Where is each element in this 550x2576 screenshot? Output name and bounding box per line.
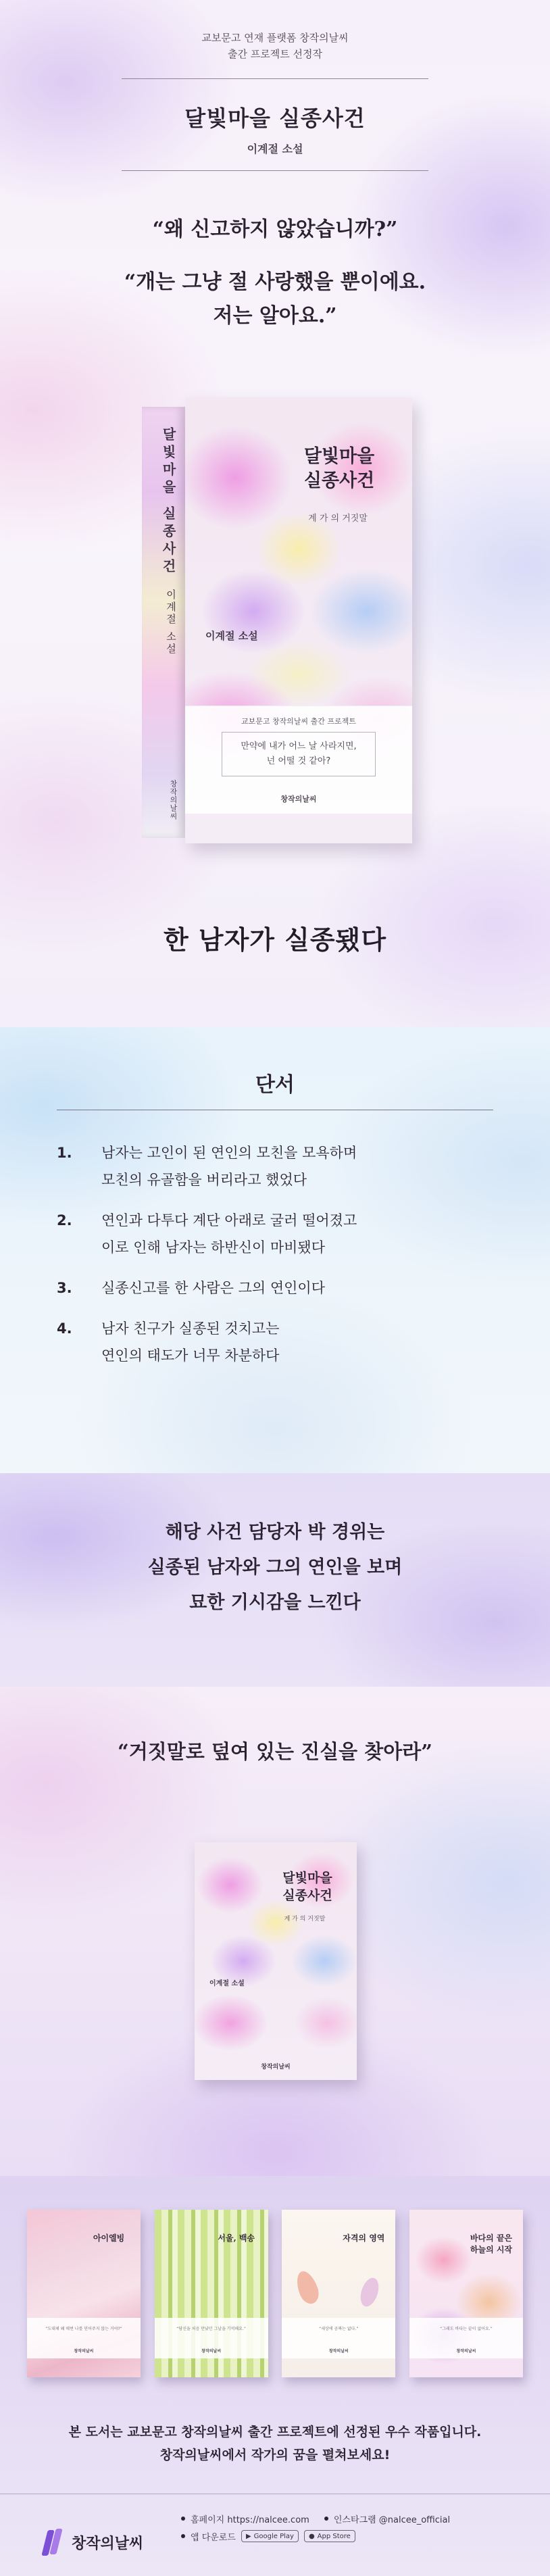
hero-headline: 한 남자가 실종됐다 [163,925,387,955]
leaf-illustration [357,2275,382,2308]
series-book-publisher: 창작의날씨 [328,2349,349,2354]
series-book-band [409,2318,523,2358]
detective-line1: 해당 사건 담당자 박 경위는 [165,1522,385,1543]
series-book-band [27,2318,141,2358]
bullet-icon [181,2534,185,2538]
clue-text [101,1274,503,1302]
app-download-text: 앱 다운로드 [191,2532,236,2543]
band-kicker: 교보문고 창작의날씨 출간 프로젝트 [241,717,356,726]
series-book-publisher: 창작의날씨 [74,2349,94,2354]
footer-row-apps [181,2527,530,2545]
hero-kicker [0,30,550,62]
clue-item [57,1207,503,1261]
small-book-title-line2: 실종사건 [282,1888,332,1903]
small-book-publisher: 창작의날씨 [261,2064,291,2071]
app-store-label: App Store [317,2532,351,2540]
series-book-band-text: “세상에 공짜는 없다.” [319,2327,359,2331]
book-3d-image [142,397,412,843]
clue-text [101,1315,503,1369]
cover-subtitle: 계 가 의 거짓말 [308,514,368,524]
clues-list [57,1139,503,1383]
hero-kicker-line2: 출간 프로젝트 선정작 [228,48,322,60]
clue-line: 남자 친구가 실종된 것치고는 [101,1320,280,1337]
hero-author: 이계절 소설 [247,143,303,155]
cover-title-line1: 달빛마을 [303,446,375,467]
clue-line: 연인과 다투다 계단 아래로 굴러 떨어졌고 [101,1212,357,1229]
spine-author: 이계절 소설 [165,589,177,655]
clue-line: 모친의 유골함을 버리라고 했었다 [101,1172,307,1188]
series-section [0,2176,550,2576]
homepage-text: 홈페이지 https://nalcee.com [191,2515,309,2525]
clues-section [0,1027,550,1473]
logo-mark-icon [43,2529,65,2556]
small-book-author: 이계절 소설 [209,1980,245,1987]
instagram-text: 인스타그램 @nalcee_official [333,2515,451,2525]
clue-number: 2. [57,1212,72,1229]
clue-item [57,1274,503,1302]
series-book-title: 자격의 영역 [343,2233,385,2243]
series-book-list [27,2210,523,2377]
clue-item [57,1139,503,1193]
series-book-band-text: “그래도 바다는 끝이 없어요.” [440,2327,493,2331]
bullet-icon [181,2517,185,2521]
hero-section [0,0,550,1027]
series-book-band [155,2318,268,2358]
bullet-icon [324,2517,328,2521]
series-book[interactable] [409,2210,523,2377]
clue-line: 실종신고를 한 사람은 그의 연인이다 [101,1280,325,1296]
series-book[interactable] [282,2210,395,2377]
leaf-illustration [293,2269,322,2307]
band-line1: 만약에 내가 어느 날 사라지면, [241,741,357,751]
series-note-line1: 본 도서는 교보문고 창작의날씨 출간 프로젝트에 선정된 우수 작품입니다. [68,2425,482,2439]
series-book-band-text: “도대체 왜 매번 나를 믿어주지 않는 거야?” [45,2327,122,2331]
homepage-link[interactable] [181,2512,309,2525]
detective-section [0,1473,550,1687]
publisher-logo[interactable] [43,2529,143,2556]
series-note-line2: 창작의날씨에서 작가의 꿈을 펼쳐보세요! [159,2448,391,2462]
detective-line2: 실종된 남자와 그의 연인을 보며 [147,1557,403,1578]
book-spine [142,407,185,838]
hero-quote-3: 저는 알아요.” [213,304,337,328]
spine-title: 달빛마을 실종사건 [160,427,176,576]
band-quote-box [222,732,376,776]
band-line2: 넌 어떨 것 같아? [266,756,331,766]
book-cover [185,397,412,843]
clue-number: 3. [57,1280,72,1296]
clue-line: 연인의 태도가 너무 차분하다 [101,1347,280,1364]
small-book-subtitle: 계 가 의 거짓말 [284,1916,326,1923]
series-book-band [282,2318,395,2358]
series-book[interactable] [155,2210,268,2377]
cover-band [185,705,412,814]
series-note [0,2421,550,2467]
series-book-band-text: “당신을 처음 만났던 그날을 기억해요.” [176,2327,246,2331]
hero-quote-2: “개는 그냥 절 사랑했을 뿐이에요. [124,270,426,294]
google-play-icon: ▶ [245,2532,251,2540]
apple-icon: ● [308,2532,315,2540]
clue-number: 4. [57,1320,72,1337]
clue-line: 이로 인해 남자는 하반신이 마비됐다 [101,1239,325,1256]
clue-line: 남자는 고인이 된 연인의 모친을 모욕하며 [101,1145,357,1161]
series-book[interactable] [27,2210,141,2377]
detective-line3: 묘한 기시감을 느낀다 [189,1592,361,1613]
clue-item [57,1315,503,1369]
google-play-badge[interactable] [241,2530,299,2542]
series-book-publisher: 창작의날씨 [201,2349,222,2354]
cover-title [292,445,386,493]
band-publisher: 창작의날씨 [280,795,317,803]
series-book-publisher: 창작의날씨 [456,2349,476,2354]
clues-title: 단서 [255,1073,295,1097]
cover-title-line2: 실종사건 [303,470,375,491]
logo-text: 창작의날씨 [72,2535,144,2552]
tagline-section [0,1687,550,2176]
app-store-badge[interactable] [304,2530,355,2542]
hero-title: 달빛마을 실종사건 [184,105,366,131]
hero-quote-1: “왜 신고하지 않았습니까?” [152,218,398,241]
series-book-title: 바다의 끝은 하늘의 시작 [470,2233,513,2254]
clue-text [101,1139,503,1193]
detective-text [0,1515,550,1620]
google-play-label: Google Play [253,2532,294,2540]
small-book-title-line1: 달빛마을 [282,1871,332,1885]
hero-divider-bottom [122,170,428,171]
footer-info [181,2510,530,2545]
cover-author: 이계절 소설 [205,630,258,642]
series-book-title: 서울, 백송 [218,2233,255,2243]
small-book-cover [195,1842,357,2080]
series-book-title: 아이엘빙 [93,2233,125,2243]
small-book-title [270,1869,345,1904]
spine-publisher: 창작의날씨 [169,780,178,820]
hero-divider-top [122,78,428,79]
instagram-link[interactable] [324,2512,450,2525]
app-download [181,2530,355,2543]
clue-text [101,1207,503,1261]
hero-kicker-line1: 교보문고 연재 플랫폼 창작의날씨 [201,32,349,44]
footer-row-links [181,2510,530,2527]
clue-number: 1. [57,1145,72,1161]
tagline-quote: “거짓말로 덮여 있는 진실을 찾아라” [118,1740,432,1763]
